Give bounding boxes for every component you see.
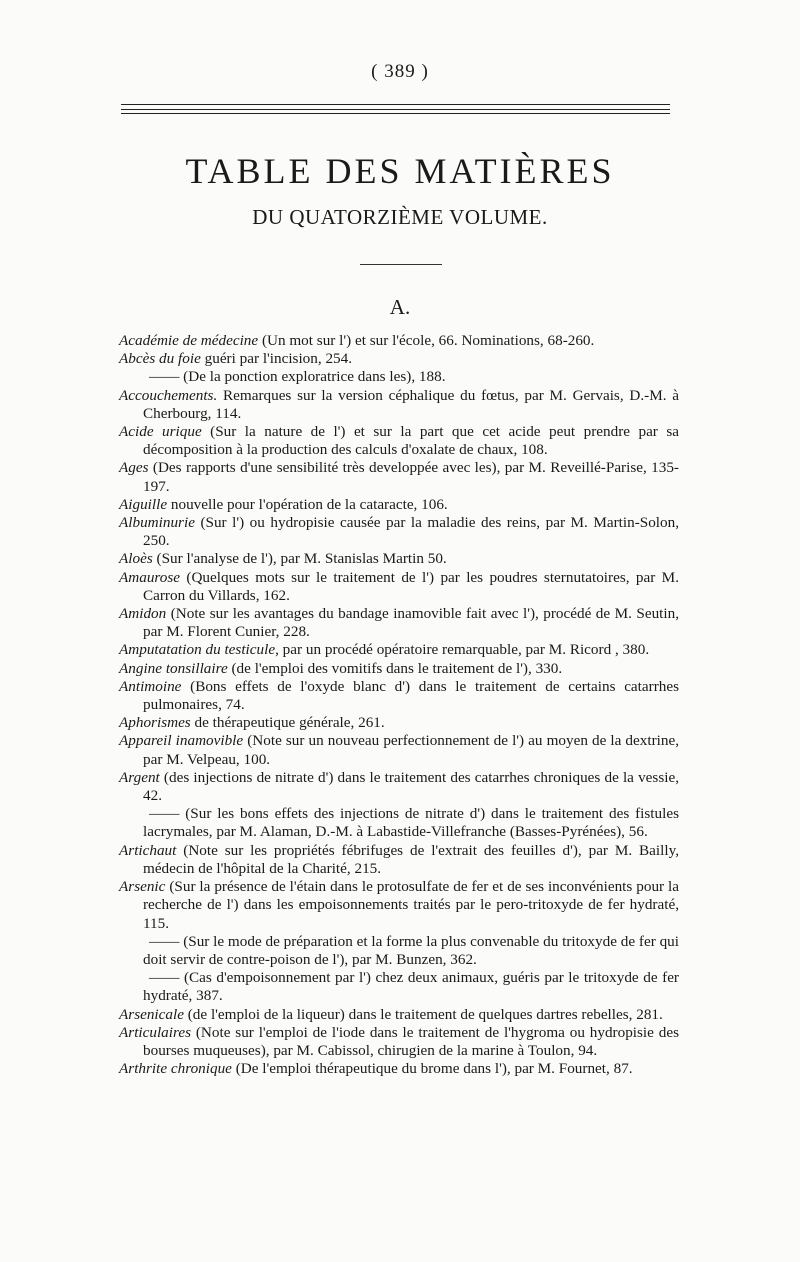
index-entry (119, 678, 679, 714)
index-entry (119, 350, 679, 368)
entry-heading: Abcès du foie (119, 350, 201, 368)
entry-heading: Amputatation du testicule (119, 641, 276, 659)
page-subtitle: DU QUATORZIÈME VOLUME. (252, 205, 548, 229)
entry-heading: —— (149, 932, 180, 950)
entry-text: (Sur les bons effets des injections de nitrate d') dans le traitement des fistules lacrymales, par M. Alaman, D.-M. à Labastide-Villefranche (Basses-Pyrénées), 56. (143, 805, 679, 841)
entry-text: (des injections de nitrate d') dans le traitement des catarrhes chroniques de la vessie, 42. (143, 768, 679, 805)
entry-text: (de l'emploi de la liqueur) dans le traitement de quelques dartres rebelles, 281. (183, 1005, 663, 1023)
page-title: TABLE DES MATIÈRES (185, 151, 615, 191)
header-rule (121, 104, 670, 105)
entry-text: (Note sur les avantages du bandage inamovible fait avec l'), procédé de M. Seutin, par M. Florent Cunier, 228. (143, 605, 679, 641)
entry-heading: Acide urique (119, 423, 202, 441)
entry-text: (Sur la nature de l') et sur la part que cet acide peut prendre par sa décomposition à la production des calculs d'oxalate de chaux, 108. (143, 423, 679, 459)
entry-text: (Note sur un nouveau perfectionnement de l') au moyen de la dextrine, par M. Velpeau, 100. (143, 732, 679, 768)
index-entry (119, 969, 679, 1005)
entry-heading: Aphorismes (119, 714, 191, 732)
entry-text: , par un procédé opératoire remarquable, par M. Ricord , 380. (275, 641, 650, 659)
entry-text: (Des rapports d'une sensibilité très developpée avec les), par M. Reveillé-Parise, 135-197. (143, 459, 679, 495)
entry-heading: Arthrite chronique (119, 1060, 232, 1078)
entry-text: guéri par l'incision, 254. (200, 350, 353, 368)
index-entry (119, 605, 679, 641)
entry-text: (Sur la présence de l'étain dans le protosulfate de fer et de ses inconvénients pour la recherche de l') dans les empoisonnements traités par le pero-tritoxyde de fer hydraté, 115. (143, 878, 679, 932)
header-rule (121, 109, 670, 110)
entry-text: nouvelle pour l'opération de la cataracte, 106. (167, 495, 448, 513)
entry-heading: Argent (119, 768, 160, 786)
index-entry (119, 459, 679, 495)
index-entry (119, 550, 679, 568)
index-entry (119, 769, 679, 805)
index-entry (119, 332, 679, 350)
index-entry (119, 641, 679, 659)
index-entry (119, 732, 679, 768)
index-entry (119, 1006, 679, 1024)
entry-heading: —— (149, 368, 180, 386)
entry-text: (Sur l'analyse de l'), par M. Stanislas Martin 50. (152, 550, 447, 568)
index-entries (119, 332, 679, 1078)
entry-heading: Ages (119, 459, 149, 477)
entry-heading: Artichaut (119, 841, 177, 859)
entry-heading: Articulaires (119, 1023, 191, 1041)
header-rule (121, 113, 670, 114)
index-entry (119, 714, 679, 732)
index-entry (119, 933, 679, 969)
entry-text: (De l'emploi thérapeutique du brome dans l'), par M. Fournet, 87. (231, 1060, 633, 1078)
page-number: ( 389 ) (371, 61, 429, 82)
index-entry (119, 660, 679, 678)
entry-text: (Cas d'empoisonnement par l') chez deux animaux, guéris par le tritoxyde de fer hydraté, 387. (143, 969, 679, 1005)
entry-text: (de l'emploi des vomitifs dans le traitement de l'), 330. (227, 659, 563, 677)
entry-text: (Sur le mode de préparation et la forme la plus convenable du tritoxyde de fer qui doit servir de contre-poison de l'), par M. Bunzen, 362. (143, 932, 679, 968)
entry-heading: Amaurose (119, 568, 181, 586)
index-entry (119, 368, 679, 386)
index-entry (119, 1024, 679, 1060)
entry-heading: Aloès (119, 550, 153, 568)
entry-text: (Note sur les propriétés fébrifuges de l'extrait des feuilles d'), par M. Bailly, médecin de l'hôpital de la Charité, 215. (143, 841, 679, 877)
entry-text: Remarques sur la version céphalique du fœtus, par M. Gervais, D.-M. à Cherbourg, 114. (143, 386, 679, 422)
entry-heading: Amidon (119, 605, 167, 623)
entry-text: (Quelques mots sur le traitement de l') par les poudres sternutatoires, par M. Carron du Villards, 162. (143, 568, 679, 604)
divider (360, 264, 442, 265)
entry-heading: Accouchements. (119, 386, 218, 404)
entry-text: (De la ponction exploratrice dans les), 188. (179, 368, 446, 386)
index-entry (119, 1060, 679, 1078)
index-entry (119, 569, 679, 605)
index-entry (119, 387, 679, 423)
section-letter: A. (389, 295, 411, 319)
entry-text: (Un mot sur l') et sur l'école, 66. Nominations, 68-260. (258, 332, 595, 349)
entry-heading: Antimoine (119, 677, 182, 695)
entry-heading: Aiguille (119, 495, 168, 513)
entry-text: (Sur l') ou hydropisie causée par la maladie des reins, par M. Martin-Solon, 250. (143, 514, 679, 550)
index-entry (119, 496, 679, 514)
entry-heading: —— (149, 805, 180, 823)
entry-heading: —— (149, 969, 180, 987)
entry-heading: Angine tonsillaire (119, 659, 228, 677)
entry-heading: Appareil inamovible (119, 732, 244, 750)
entry-text: (Bons effets de l'oxyde blanc d') dans le traitement de certains catarrhes pulmonaires, 74. (143, 677, 679, 714)
entry-heading: Arsenic (119, 878, 166, 896)
entry-heading: Albuminurie (119, 514, 195, 532)
entry-text: (Note sur l'emploi de l'iode dans le traitement de l'hygroma ou hydropisie des bourses muqueuses), par M. Cabissol, chirugien de la marine à Toulon, 94. (143, 1023, 679, 1059)
index-entry (119, 878, 679, 933)
index-entry (119, 514, 679, 550)
index-entry (119, 805, 679, 841)
index-entry (119, 423, 679, 459)
entry-heading: Académie de médecine (119, 332, 259, 349)
index-entry (119, 842, 679, 878)
entry-text: de thérapeutique générale, 261. (190, 714, 385, 732)
entry-heading: Arsenicale (119, 1005, 184, 1023)
